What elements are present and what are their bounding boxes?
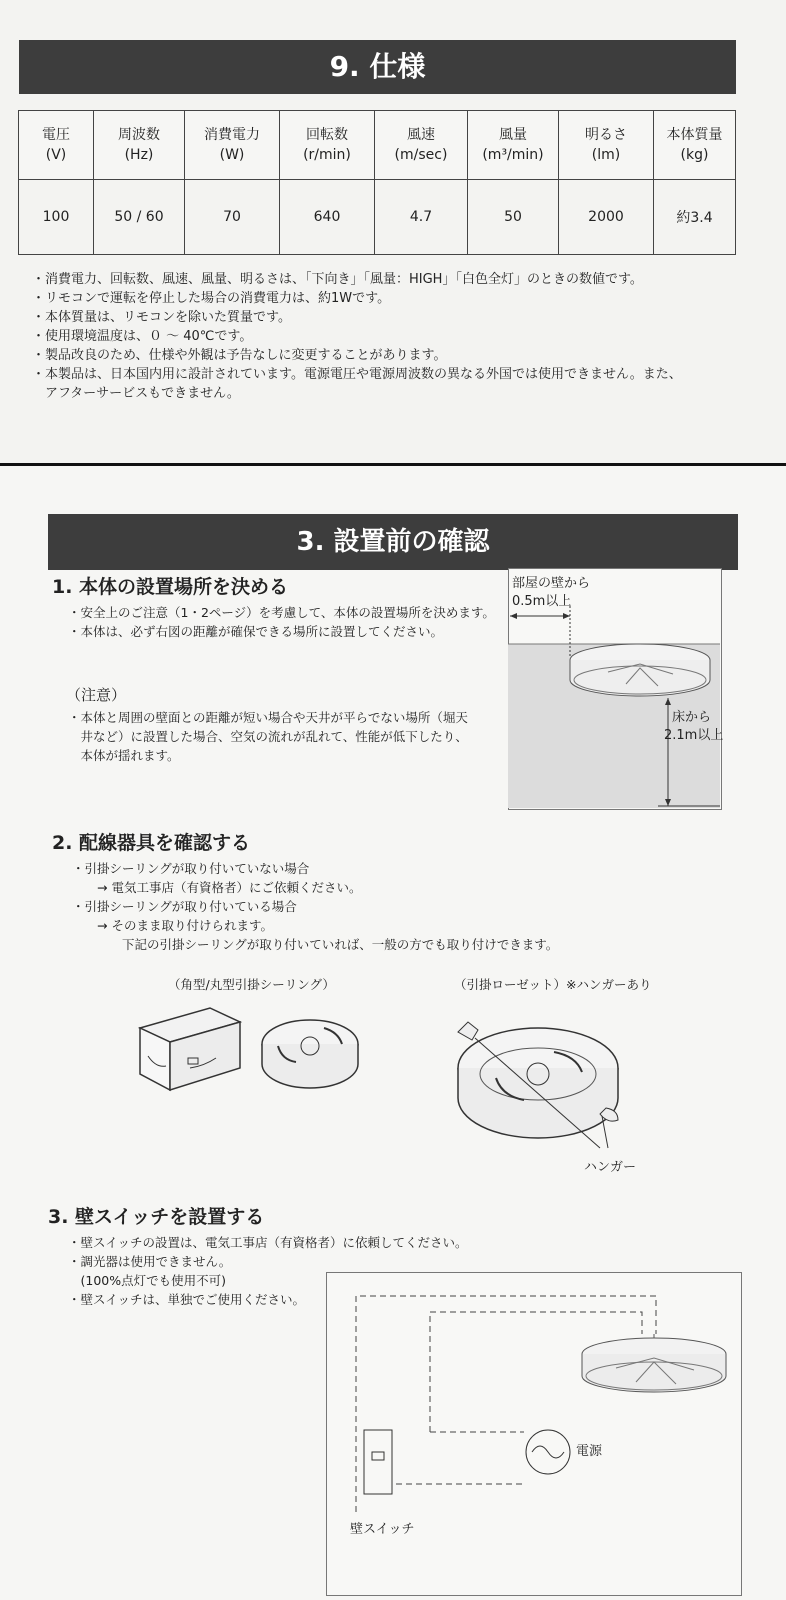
value-cell-power: 70 <box>185 180 280 255</box>
step2-line: 下記の引掛シーリングが取り付いていれば、一般の方でも取り付けできます。 <box>72 937 559 952</box>
wall-switch-diagram <box>326 1272 740 1594</box>
caution-line: 井など）に設置した場合、空気の流れが乱れて、性能が低下したり、 <box>68 729 468 744</box>
hanger-tab-left <box>458 1022 478 1040</box>
fan-body-side <box>570 660 710 696</box>
caution-line: ・本体と周囲の壁面との距離が短い場合や天井が平らでない場所（堀天 <box>68 710 468 725</box>
round-ceiling-icon <box>262 1020 358 1088</box>
spec-note: ・本体質量は、リモコンを除いた質量です。 <box>32 310 291 325</box>
spec-note: ・使用環境温度は、０ ～ 40℃です。 <box>32 329 253 344</box>
hanger-label: ハンガー <box>584 1160 637 1175</box>
spec-note: ・本製品は、日本国内用に設計されています。電源電圧や電源周波数の異なる外国では使用できません。また、 <box>32 367 682 382</box>
spec-note: ・リモコンで運転を停止した場合の消費電力は、約1Wです。 <box>32 291 391 306</box>
value-cell-weight: 約3.4 <box>654 180 736 255</box>
floor-label: 床から <box>672 710 712 725</box>
spec-page <box>0 0 786 466</box>
spec-title-banner: 9. 仕様 <box>19 40 736 94</box>
step1-bullet: ・安全上のご注意（1・2ページ）を考慮して、本体の設置場所を決めます。 <box>68 605 495 620</box>
wall-distance-label: 0.5m以上 <box>512 594 572 609</box>
step2-line: → そのまま取り付けられます。 <box>72 918 273 933</box>
wall-label: 部屋の壁から <box>512 576 591 591</box>
spec-note: ・製品改良のため、仕様や外観は予告なしに変更することがあります。 <box>32 348 447 363</box>
step3-line: ・調光器は使用できません。 <box>68 1254 232 1269</box>
value-cell-frequency: 50 / 60 <box>94 180 185 255</box>
step3-heading: 3. 壁スイッチを設置する <box>48 1206 265 1228</box>
rosette-icon <box>458 1022 618 1148</box>
step3-line: (100%点灯でも使用不可) <box>68 1273 226 1288</box>
header-cell-wind-speed: 風速 (m/sec) <box>375 111 468 180</box>
floor-distance-label: 2.1m以上 <box>664 728 724 743</box>
step2-line: ・引掛シーリングが取り付いている場合 <box>72 899 297 914</box>
value-cell-rotation: 640 <box>280 180 375 255</box>
wire-outer <box>356 1296 656 1512</box>
power-label: 電源 <box>576 1444 603 1459</box>
header-cell-voltage: 電圧 (V) <box>19 111 94 180</box>
ceiling-type-caption: （角型/丸型引掛シーリング） <box>168 977 335 992</box>
value-cell-brightness: 2000 <box>559 180 654 255</box>
header-cell-power: 消費電力 (W) <box>185 111 280 180</box>
header-cell-rotation: 回転数 (r/min) <box>280 111 375 180</box>
caution-line: 本体が揺れます。 <box>68 748 180 763</box>
square-ceiling-icon <box>140 1008 240 1090</box>
step2-heading: 2. 配線器具を確認する <box>52 832 251 854</box>
step2-line: → 電気工事店（有資格者）にご依頼ください。 <box>72 880 362 895</box>
step3-line: ・壁スイッチの設置は、電気工事店（有資格者）に依頼してください。 <box>68 1235 468 1250</box>
caution-heading: （注意） <box>66 686 127 704</box>
rosette-caption: （引掛ローゼット）※ハンガーあり <box>454 977 652 992</box>
header-cell-frequency: 周波数 (Hz) <box>94 111 185 180</box>
wiring-devices-illustration <box>130 998 650 1188</box>
spec-notes <box>32 270 752 403</box>
step3-line: ・壁スイッチは、単独でご使用ください。 <box>68 1292 306 1307</box>
switch-label: 壁スイッチ <box>350 1522 415 1537</box>
spec-table <box>18 110 736 255</box>
header-cell-weight: 本体質量 (kg) <box>654 111 736 180</box>
value-cell-voltage: 100 <box>19 180 94 255</box>
step1-heading: 1. 本体の設置場所を決める <box>52 576 289 598</box>
value-cell-air-volume: 50 <box>468 180 559 255</box>
wall-switch-symbol <box>364 1430 392 1494</box>
spec-note: アフターサービスもできません。 <box>32 386 240 401</box>
spec-note: ・消費電力、回転数、風速、風量、明るさは、「下向き」「風量：HIGH」「白色全灯」のときの数値です。 <box>32 272 643 287</box>
spec-table-header-row <box>19 111 736 180</box>
header-cell-air-volume: 風量 (m³/min) <box>468 111 559 180</box>
spec-table-value-row <box>19 180 736 255</box>
step2-line: ・引掛シーリングが取り付いていない場合 <box>72 861 310 876</box>
step1-bullet: ・本体は、必ず右図の距離が確保できる場所に設置してください。 <box>68 624 444 639</box>
value-cell-wind-speed: 4.7 <box>375 180 468 255</box>
install-page <box>0 466 786 1600</box>
header-cell-brightness: 明るさ (lm) <box>559 111 654 180</box>
install-title-banner: 3. 設置前の確認 <box>48 514 738 570</box>
